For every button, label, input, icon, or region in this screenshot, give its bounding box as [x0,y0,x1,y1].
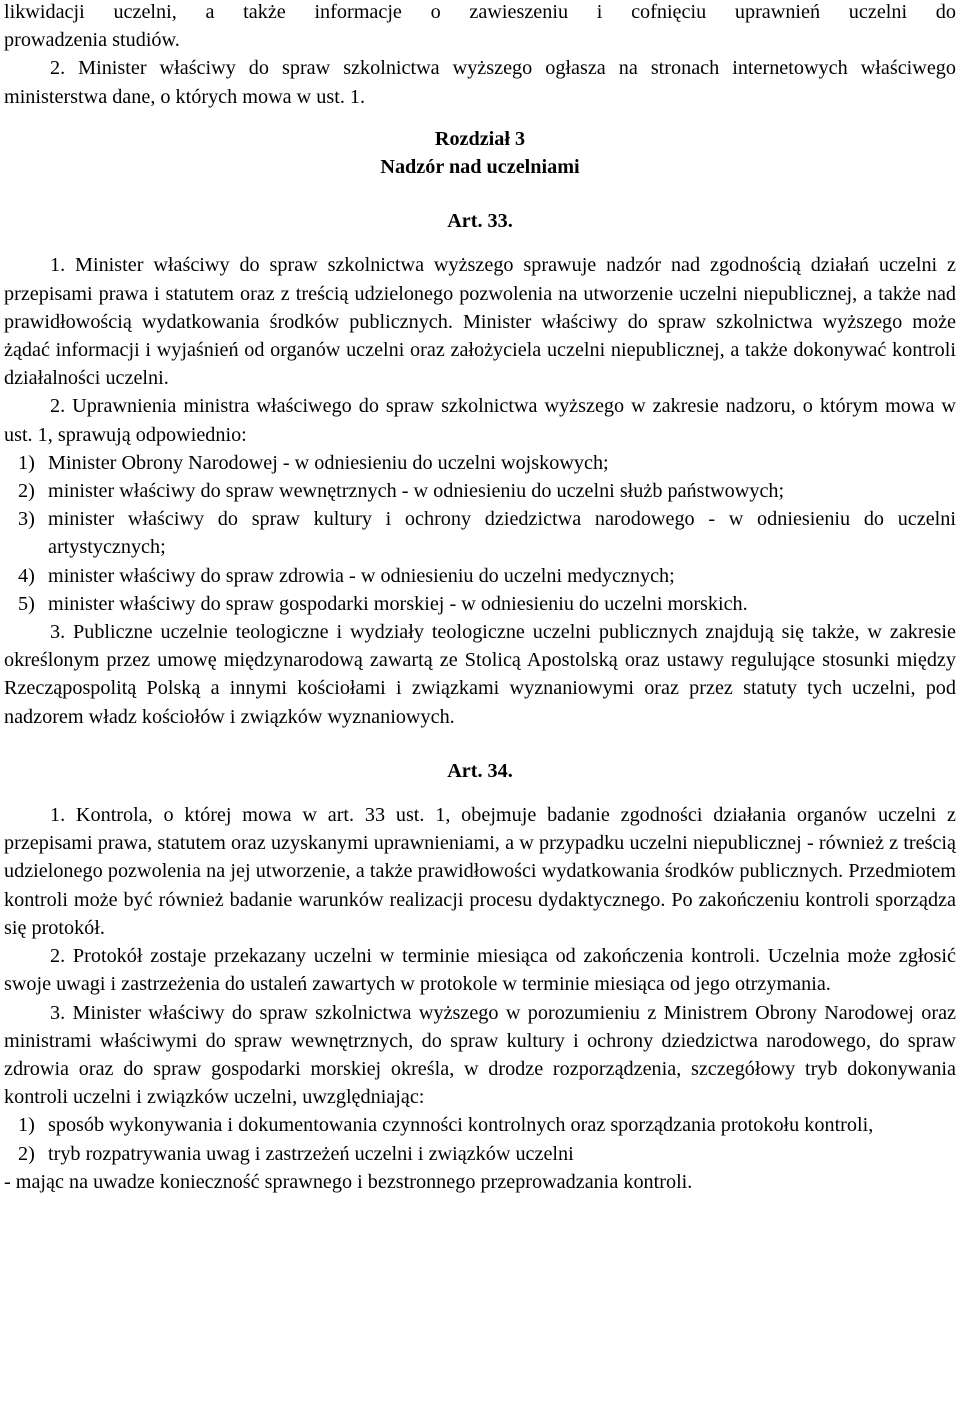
list-item-number: 5) [18,592,35,615]
list-item [4,590,956,618]
list-item [4,477,956,505]
list-item [4,1111,956,1139]
list-item [4,449,956,477]
list-item-number: 1) [18,451,35,474]
art33-list [4,449,956,618]
top-line-2: prowadzenia studiów. [4,29,180,52]
list-item-text: minister właściwy do spraw zdrowia - w odniesieniu do uczelni medycznych; [48,564,675,587]
art33-paragraph-2: 2. Uprawnienia ministra właściwego do spraw szkolnictwa wyższego w zakresie nadzoru, o którym mowa w ust. 1, sprawują odpowiednio: [4,395,956,446]
list-item-number: 2) [18,1142,35,1165]
top-line-1: likwidacji uczelni, a także informacje o zawieszeniu i cofnięciu uprawnień uczelni do [4,1,956,23]
art34-closing-clause: - mając na uwadze konieczność sprawnego i bezstronnego przeprowadzania kontroli. [4,1170,693,1193]
article-33-heading: Art. 33. [447,210,513,233]
chapter-title: Nadzór nad uczelniami [380,156,580,179]
article-34-heading: Art. 34. [447,759,513,782]
chapter-number: Rozdział 3 [434,127,526,150]
list-item-number: 4) [18,564,35,587]
list-item-text: tryb rozpatrywania uwag i zastrzeżeń uczelni i związków uczelni [48,1142,574,1165]
top-paragraph-2: 2. Minister właściwy do spraw szkolnictwa wyższego ogłasza na stronach internetowych właściwego ministerstwa dane, o których mowa w ust. 1. [4,57,956,108]
art33-paragraph-3: 3. Publiczne uczelnie teologiczne i wydziały teologiczne uczelni publicznych znajdują się także, w zakresie określonym przez umowę międzynarodową zawartą ze Stolicą Apostolską oraz ustawy regulujące stosunki między Rzecząpospolitą Polską a innymi kościołami i związkami wyznaniowymi oraz przez statuty tych uczelni, pod nadzorem władz kościołów i związków wyznaniowych. [4,621,956,728]
list-item-number: 3) [18,508,35,531]
list-item [4,562,956,590]
list-item-text: minister właściwy do spraw gospodarki morskiej - w odniesieniu do uczelni morskich. [48,592,748,615]
list-item-text: minister właściwy do spraw wewnętrznych - w odniesieniu do uczelni służb państwowych; [48,480,785,503]
list-item-text: sposób wykonywania i dokumentowania czynności kontrolnych oraz sporządzania protokołu kontroli, [48,1114,874,1137]
art34-paragraph-3: 3. Minister właściwy do spraw szkolnictwa wyższego w porozumieniu z Ministrem Obrony Narodowej oraz ministrami właściwymi do spraw wewnętrznych, do spraw kultury i ochrony dziedzictwa narodowego, do spraw zdrowia oraz do spraw gospodarki morskiej określa, w drodze rozporządzenia, szczegółowy tryb dokonywania kontroli uczelni i związków uczelni, uwzględniając: [4,1001,956,1109]
list-item-text: minister właściwy do spraw kultury i ochrony dziedzictwa narodowego - w odniesieniu do uczelni artystycznych; [48,508,956,559]
art34-list [4,1111,956,1167]
art34-paragraph-1: 1. Kontrola, o której mowa w art. 33 ust. 1, obejmuje badanie zgodności działania organów uczelni z przepisami prawa, statutem oraz uzyskanymi uprawnieniami, a w przypadku uczelni niepublicznej - również z treścią udzielonego pozwolenia na jej utworzenie, a także prawidłowości wydatkowania środków publicznych. Przedmiotem kontroli może być również badanie warunków realizacji procesu dydaktycznego. Po zakończeniu kontroli sporządza się protokół. [4,804,956,939]
art33-paragraph-1: 1. Minister właściwy do spraw szkolnictwa wyższego sprawuje nadzór nad zgodnością działań uczelni z przepisami prawa i statutem oraz z treścią udzielonego pozwolenia na utworzenie uczelni niepublicznej, a także nad prawidłowością wydatkowania środków publicznych. Minister właściwy do spraw szkolnictwa wyższego może żądać informacji i wyjaśnień od organów uczelni oraz założyciela uczelni niepublicznej, a także dokonywać kontroli działalności uczelni. [4,254,956,390]
list-item [4,1140,956,1168]
list-item-number: 1) [18,1114,35,1137]
art34-paragraph-2: 2. Protokół zostaje przekazany uczelni w terminie miesiąca od zakończenia kontroli. Uczelnia może zgłosić swoje uwagi i zastrzeżenia do ustaleń zawartych w protokole w terminie miesiąca od jego otrzymania. [4,945,956,996]
list-item-text: Minister Obrony Narodowej - w odniesieniu do uczelni wojskowych; [48,451,609,474]
list-item-number: 2) [18,480,35,503]
list-item [4,505,956,561]
